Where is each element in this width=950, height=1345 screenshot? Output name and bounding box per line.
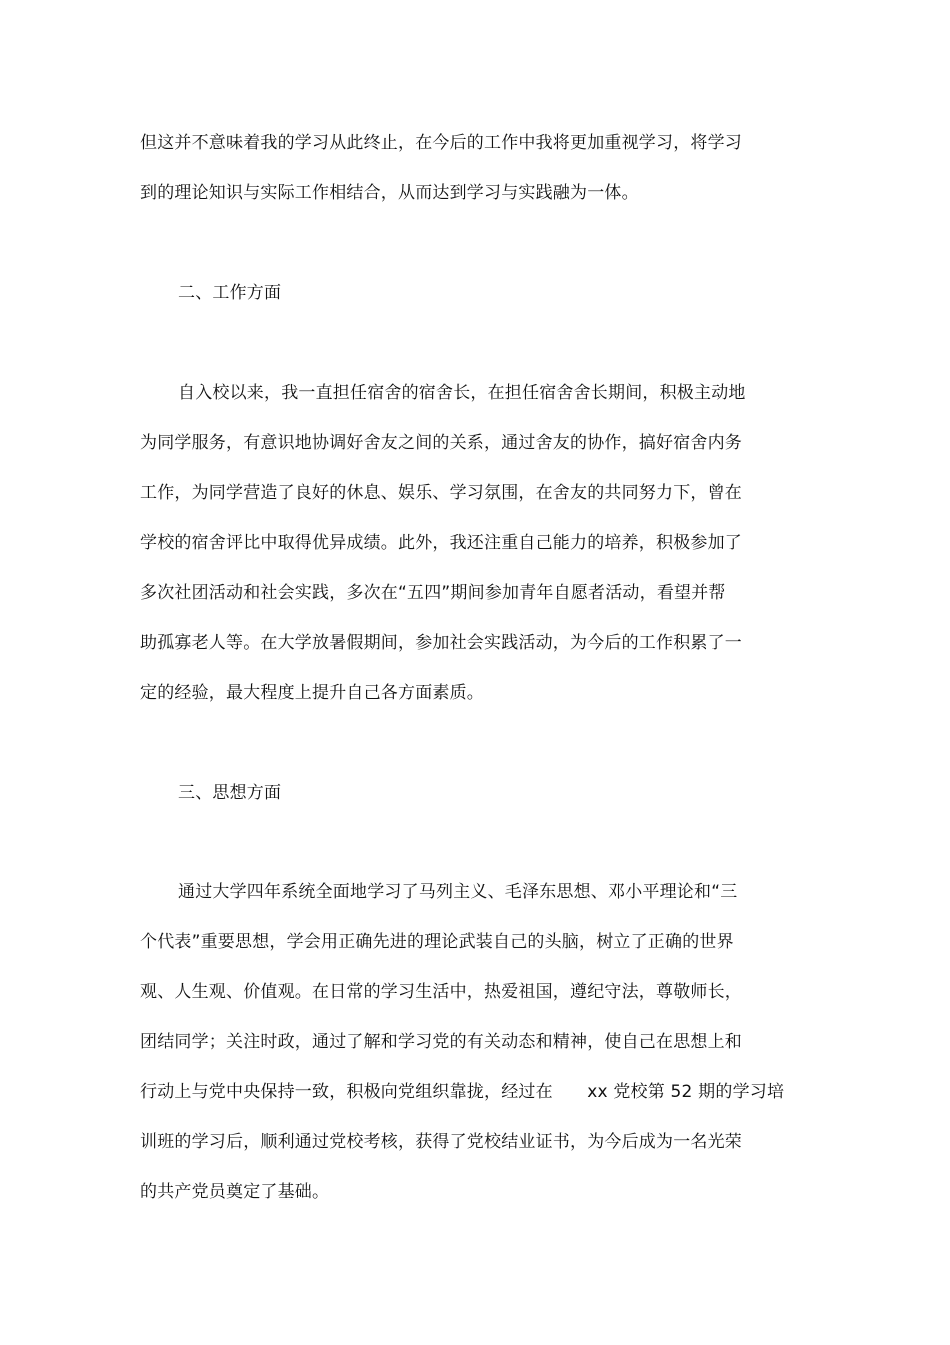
paragraph-line: 到的理论知识与实际工作相结合，从而达到学习与实践融为一体。	[140, 183, 639, 203]
paragraph-line: 自入校以来，我一直担任宿舍的宿舍长，在担任宿舍舍长期间，积极主动地	[178, 383, 746, 403]
paragraph-line: 为同学服务，有意识地协调好舍友之间的关系，通过舍友的协作，搞好宿舍内务	[140, 433, 742, 453]
paragraph-line: 助孤寡老人等。在大学放暑假期间，参加社会实践活动，为今后的工作积累了一	[140, 633, 742, 653]
section-heading-thought: 三、思想方面	[178, 783, 282, 803]
paragraph-line: 工作，为同学营造了良好的休息、娱乐、学习氛围，在舍友的共同努力下，曾在	[140, 483, 742, 503]
paragraph-line: 观、人生观、价值观。在日常的学习生活中，热爱祖国，遵纪守法，尊敬师长，	[140, 982, 742, 1002]
paragraph-line: 的共产党员奠定了基础。	[140, 1182, 330, 1202]
paragraph-line: 定的经验，最大程度上提升自己各方面素质。	[140, 683, 484, 703]
paragraph-line: 训班的学习后，顺利通过党校考核，获得了党校结业证书，为今后成为一名光荣	[140, 1132, 742, 1152]
paragraph-line: 团结同学；关注时政，通过了解和学习党的有关动态和精神，使自己在思想上和	[140, 1032, 742, 1052]
section-heading-work: 二、工作方面	[178, 283, 282, 303]
paragraph-line: 通过大学四年系统全面地学习了马列主义、毛泽东思想、邓小平理论和“三	[178, 882, 738, 902]
paragraph-line: 行动上与党中央保持一致，积极向党组织靠拢，经过在 xx 党校第 52 期的学习培	[140, 1082, 785, 1102]
paragraph-line: 个代表”重要思想，学会用正确先进的理论武装自己的头脑，树立了正确的世界	[140, 932, 734, 952]
paragraph-line: 但这并不意味着我的学习从此终止，在今后的工作中我将更加重视学习，将学习	[140, 133, 742, 153]
paragraph-line: 多次社团活动和社会实践，多次在“五四”期间参加青年自愿者活动，看望并帮	[140, 583, 726, 603]
paragraph-line: 学校的宿舍评比中取得优异成绩。此外，我还注重自己能力的培养，积极参加了	[140, 533, 742, 553]
